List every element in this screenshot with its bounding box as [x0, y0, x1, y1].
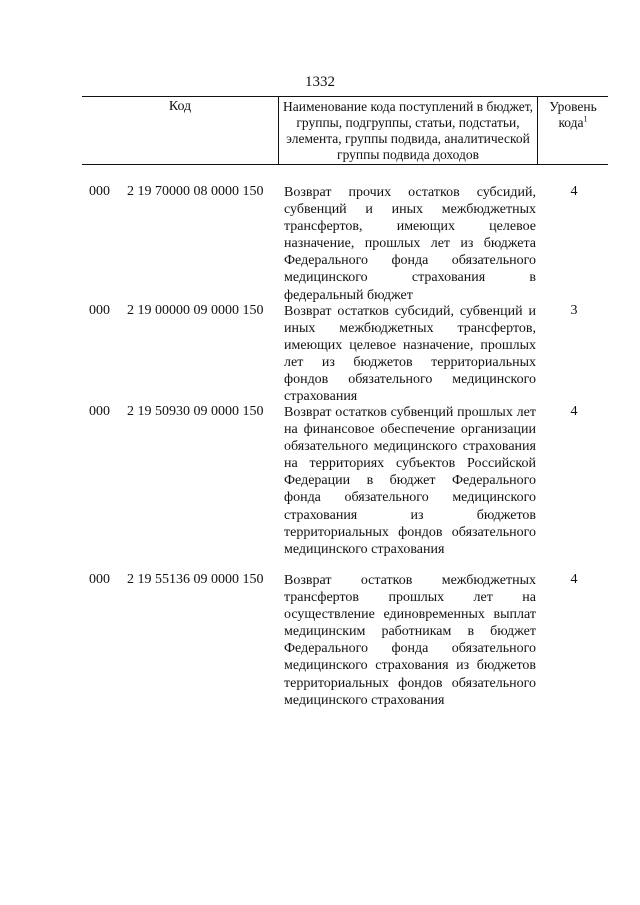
row-code: 2 19 50930 09 0000 150 [127, 404, 264, 419]
row-level: 4 [570, 572, 578, 587]
row-code: 2 19 70000 08 0000 150 [127, 184, 264, 199]
row-prefix: 000 [89, 184, 110, 199]
row-name: Возврат остатков межбюджетных трансфертов прошлых лет на осуществление единовременных выплат медицинским работникам в бюджет Федерального фонда обязательного медицинского страхования из бюджетов территориальных фондов обязательного медицинского страхования [284, 573, 536, 708]
table-header [82, 96, 608, 165]
header-code: Код [168, 99, 192, 114]
header-level-footnote: 1 [583, 114, 588, 124]
row-prefix: 000 [89, 404, 110, 419]
header-level [538, 97, 608, 164]
row-level: 4 [570, 184, 578, 199]
row-name: Возврат прочих остатков субсидий, субвенций и иных межбюджетных трансфертов, имеющих целевое назначение, прошлых лет из бюджета Федерального фонда обязательного медицинского страхования в федеральный бюджет [284, 185, 536, 303]
row-prefix: 000 [89, 572, 110, 587]
row-code: 2 19 00000 09 0000 150 [127, 303, 264, 318]
header-name: Наименование кода поступлений в бюджет, группы, подгруппы, статьи, подстатьи, элемента, группы подвида, аналитической группы подвида доходов [278, 97, 538, 164]
page-number: 1332 [305, 74, 335, 90]
row-prefix: 000 [89, 303, 110, 318]
header-level-label: Уровень кода [549, 99, 597, 130]
row-name: Возврат остатков субвенций прошлых лет на финансовое обеспечение организации обязательного медицинского страхования на территориях субъектов Российской Федерации в бюджет Федерального фонда обязательного медицинского страхования из бюджетов территориальных фондов обязательного медицинского страхования [284, 405, 536, 557]
row-code: 2 19 55136 09 0000 150 [127, 572, 264, 587]
row-name: Возврат остатков субсидий, субвенций и иных межбюджетных трансфертов, имеющих целевое назначение, прошлых лет из бюджетов территориальных фондов обязательного медицинского страхования [284, 304, 536, 405]
row-level: 4 [570, 404, 578, 419]
row-level: 3 [570, 303, 578, 318]
